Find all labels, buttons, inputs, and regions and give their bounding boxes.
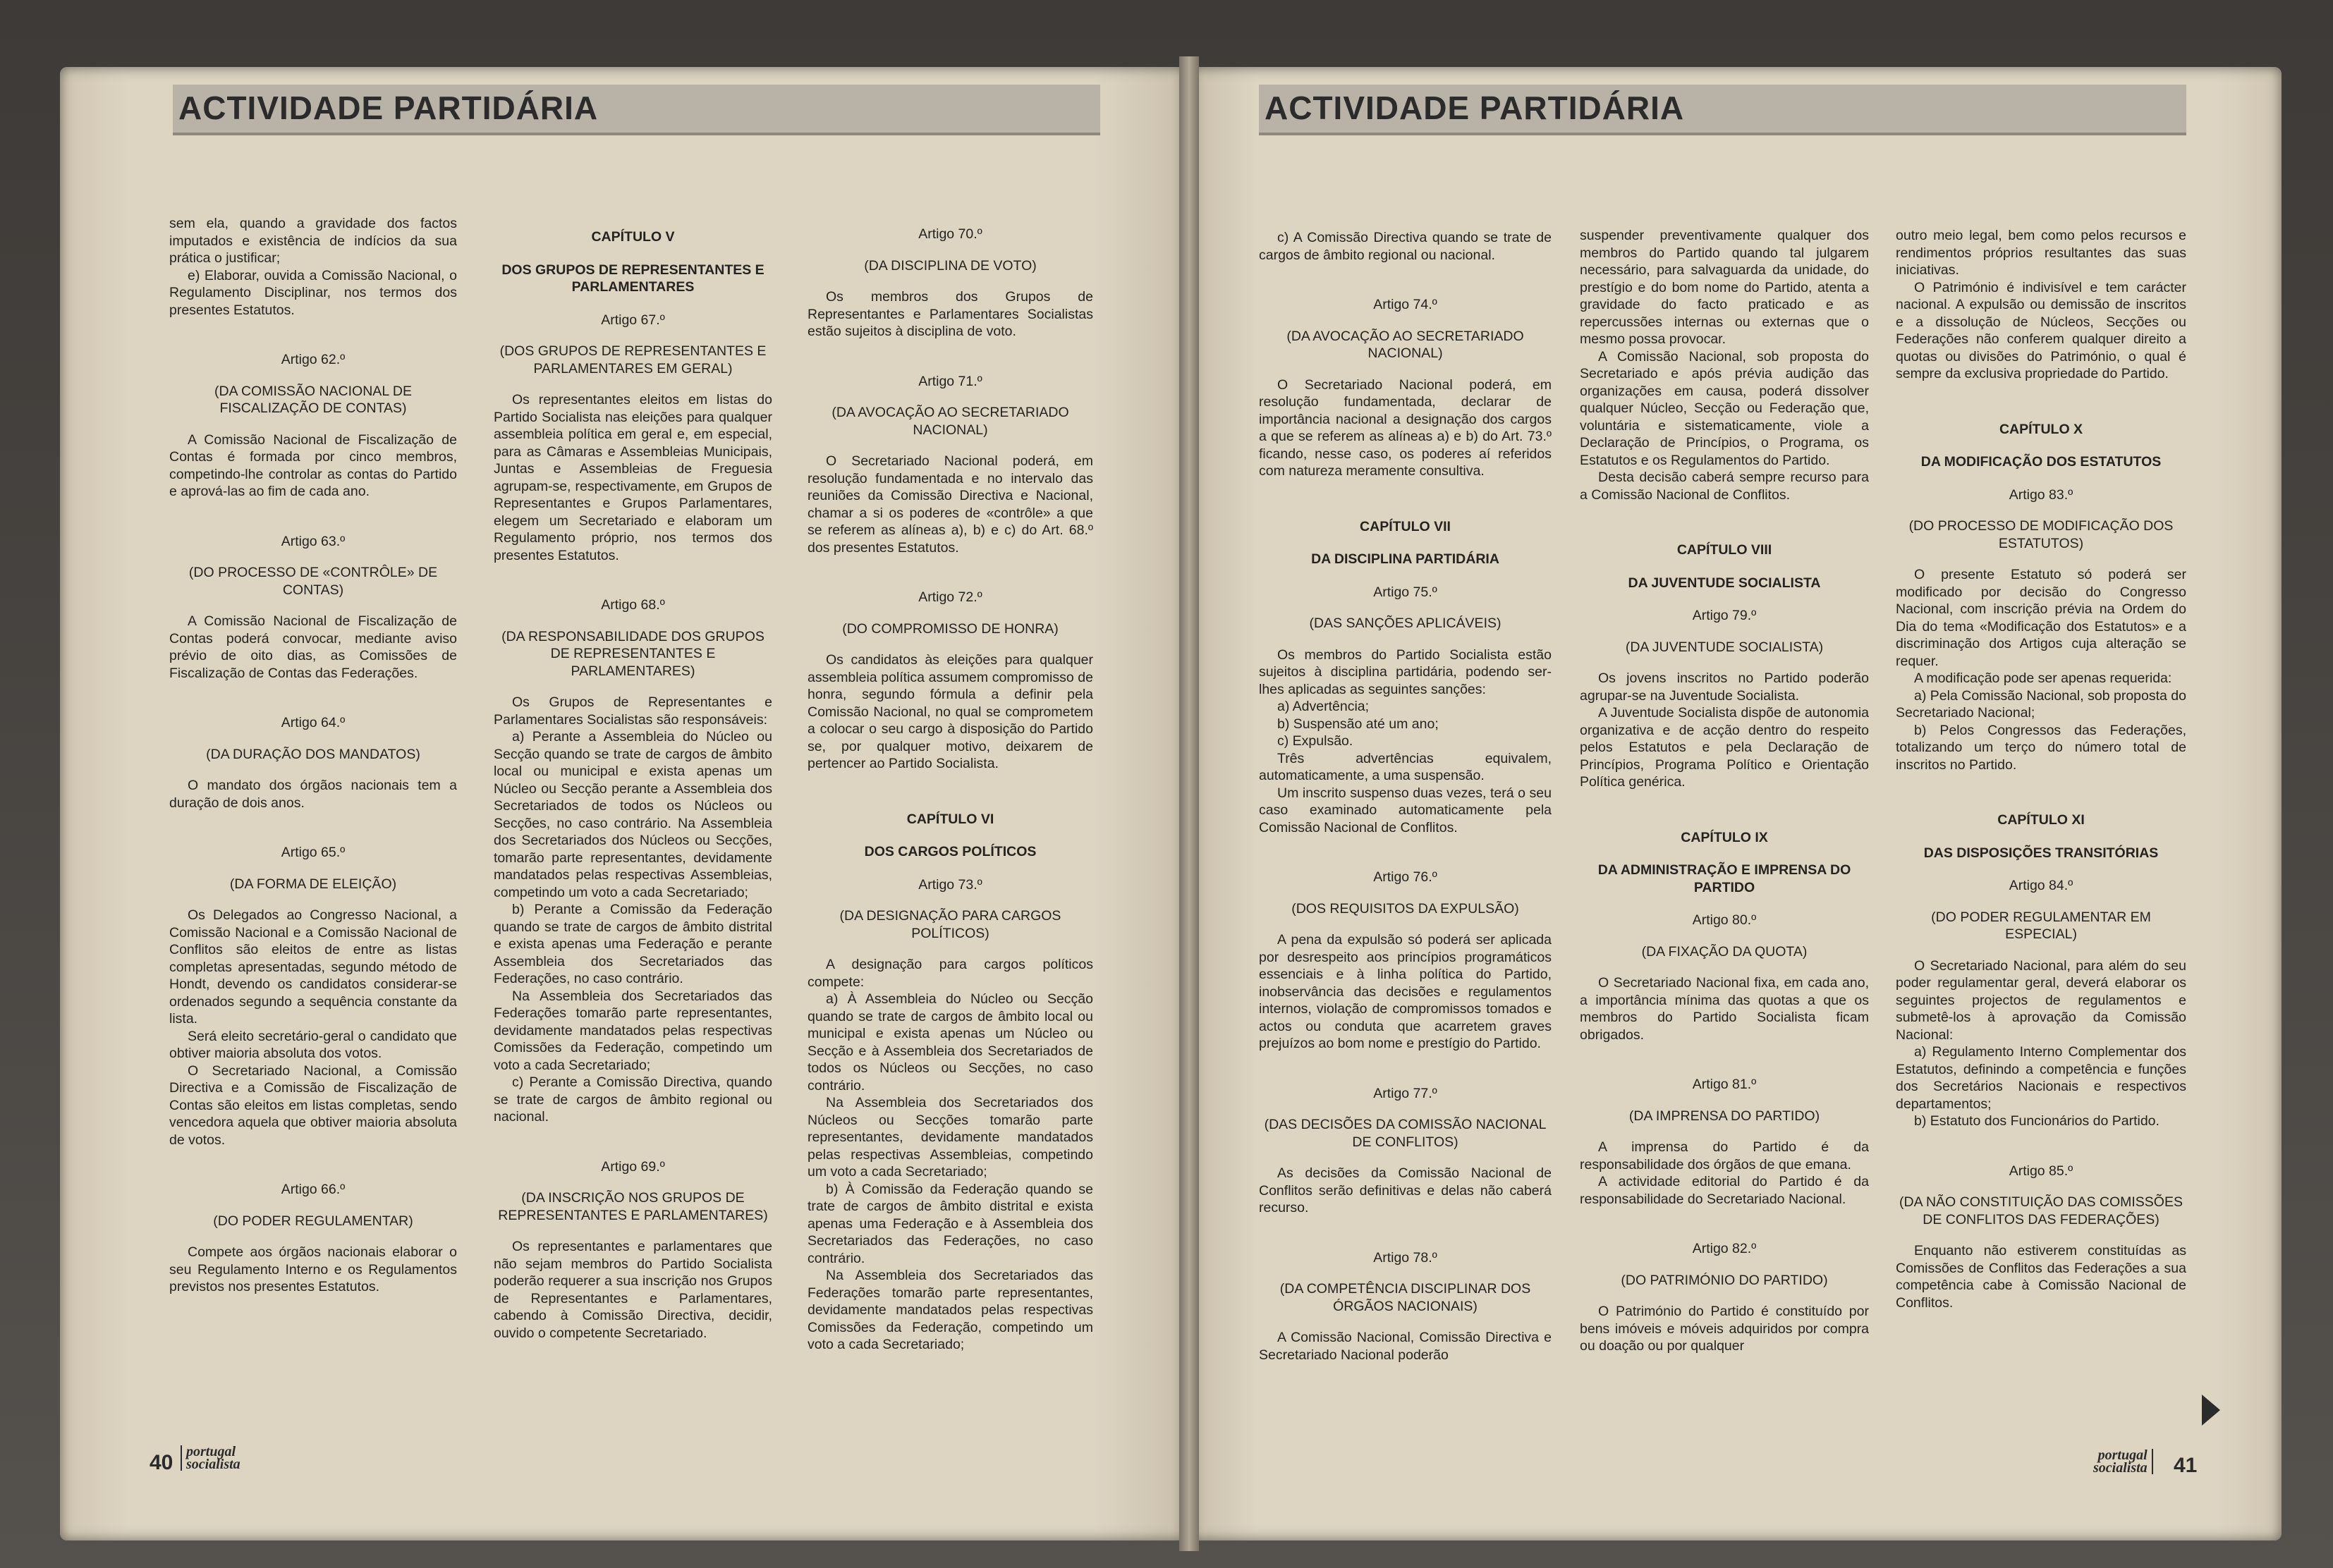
article-number: Artigo 68.º — [601, 597, 665, 613]
chapter-number: CAPÍTULO VII — [1360, 518, 1451, 534]
paragraph: b) Pelos Congressos das Federações, totalizando um terço do número total de inscritos no Partido. — [1896, 722, 2186, 773]
paragraph: sem ela, quando a gravidade dos factos imputados e existência de indícios da sua prática o justificar; — [169, 216, 457, 266]
article-number: Artigo 73.º — [918, 876, 982, 893]
article-number: Artigo 62.º — [281, 352, 346, 367]
paragraph: O Secretariado Nacional poderá, em resolução fundamentada e no intervalo das reuniões da Comissão Directiva e Nacional, chamar a si os poderes de «contrôle» a que se referem as alíneas a), b) e c) do Art. 68.º dos presentes Estatutos. — [808, 453, 1093, 556]
chapter-number: CAPÍTULO XI — [1997, 812, 2085, 828]
paragraph: b) Suspensão até um ano; — [1277, 716, 1439, 732]
article-heading: (DAS SANÇÕES APLICÁVEIS) — [1309, 615, 1501, 631]
article-heading: (DOS GRUPOS DE REPRESENTANTES E PARLAMENTARES EM GERAL) — [499, 343, 767, 376]
paragraph: a) Advertência; — [1277, 699, 1370, 714]
article-heading: (DA COMISSÃO NACIONAL DE FISCALIZAÇÃO DE CONTAS) — [214, 383, 412, 416]
chapter-title: DAS DISPOSIÇÕES TRANSITÓRIAS — [1923, 845, 2159, 861]
right-column-3 — [1896, 227, 2186, 1311]
paragraph: Um inscrito suspenso duas vezes, terá o seu caso examinado automaticamente pela Comissão Nacional de Conflitos. — [1259, 785, 1552, 835]
paragraph: Os membros do Partido Socialista estão sujeitos à disciplina partidária, podendo ser-lhes aplicadas as seguintes sanções: — [1259, 647, 1552, 697]
paragraph: O presente Estatuto só poderá ser modificado por decisão do Congresso Nacional, com inscrição prévia na Ordem do Dia do tema «Modificação dos Estatutos» e a discriminação dos Artigos cuja alteração se requer. — [1896, 567, 2186, 669]
paragraph: e) Elaborar, ouvida a Comissão Nacional, o Regulamento Disciplinar, nos termos dos presentes Estatutos. — [169, 267, 457, 318]
chapter-title: DA ADMINISTRAÇÃO E IMPRENSA DO PARTIDO — [1597, 862, 1851, 895]
logo-line-2: socialista — [2093, 1460, 2148, 1476]
article-heading: (DOS REQUISITOS DA EXPULSÃO) — [1291, 900, 1519, 917]
paragraph: O Secretariado Nacional, para além do seu poder regulamentar geral, deverá elaborar os seguintes projectos de regulamentos e submetê-los à aprovação da Comissão Nacional: — [1896, 957, 2186, 1043]
article-number: Artigo 80.º — [1692, 912, 1757, 928]
paragraph: a) Regulamento Interno Complementar dos Estatutos, definindo a competência e funções dos Secretários Nacionais e respectivos departamentos; — [1896, 1044, 2186, 1112]
paragraph: Os jovens inscritos no Partido poderão agrupar-se na Juventude Socialista. — [1580, 670, 1869, 704]
paragraph: c) Perante a Comissão Directiva, quando se trate de cargos de âmbito regional ou nacional. — [494, 1074, 772, 1125]
paragraph: Os Delegados ao Congresso Nacional, a Comissão Nacional e a Comissão Nacional de Conflitos são eleitos de entre as listas completas apresentadas, segundo método de Hondt, devendo os candidatos considerar-se ordenados segundo a sequência constante da lista. — [169, 907, 457, 1027]
paragraph: A Juventude Socialista dispõe de autonomia organizativa e de acção dentro do respeito pelos Estatutos e pela Declaração de Princípios, Programa Político e Orientação Política genérica. — [1580, 705, 1869, 790]
paragraph: Os Grupos de Representantes e Parlamentares Socialistas são responsáveis: — [494, 694, 772, 728]
article-heading: (DA RESPONSABILIDADE DOS GRUPOS DE REPRESENTANTES E PARLAMENTARES) — [501, 628, 765, 679]
article-number: Artigo 78.º — [1373, 1249, 1437, 1266]
paragraph: A actividade editorial do Partido é da responsabilidade do Secretariado Nacional. — [1580, 1174, 1869, 1207]
paragraph: A modificação pode ser apenas requerida: — [1914, 670, 2172, 686]
chapter-title: DOS GRUPOS DE REPRESENTANTES E PARLAMENTARES — [501, 262, 765, 295]
article-number: Artigo 67.º — [601, 312, 665, 328]
article-heading: (DA IMPRENSA DO PARTIDO) — [1628, 1108, 1820, 1124]
paragraph: Três advertências equivalem, automaticamente, a uma suspensão. — [1259, 750, 1552, 783]
left-column-1 — [169, 215, 457, 1296]
chapter-number: CAPÍTULO VIII — [1676, 542, 1772, 558]
article-heading: (DA FIXAÇÃO DA QUOTA) — [1641, 943, 1808, 960]
article-heading: (DA JUVENTUDE SOCIALISTA) — [1625, 639, 1824, 655]
article-number: Artigo 84.º — [2009, 878, 2073, 893]
paragraph: outro meio legal, bem como pelos recursos e rendimentos próprios resultantes das suas iniciativas. — [1896, 228, 2186, 278]
paragraph: Os representantes e parlamentares que não sejam membros do Partido Socialista poderão requerer a sua inscrição nos Grupos de Representantes e Parlamentares, cabendo à Comissão Directiva, decidir, ouvido o competente Secretariado. — [494, 1239, 772, 1341]
article-heading: (DA AVOCAÇÃO AO SECRETARIADO NACIONAL) — [832, 405, 1069, 438]
article-number: Artigo 70.º — [918, 226, 982, 242]
paragraph: Compete aos órgãos nacionais elaborar o seu Regulamento Interno e os Regulamentos previstos nos presentes Estatutos. — [169, 1244, 457, 1294]
article-number: Artigo 76.º — [1373, 869, 1437, 885]
paragraph: Os representantes eleitos em listas do Partido Socialista nas eleições para qualquer assembleia política em geral e, em especial, para as Câmaras e Assembleias Municipais, Juntas e Assembleias de Freguesia agrupam-se, respectivamente, em Grupos de Representantes e Grupos Parlamentares, elegem um Secretariado e elaboram um Regulamento próprio, nos termos dos presentes Estatutos. — [494, 392, 772, 563]
paragraph: A pena da expulsão só poderá ser aplicada por desrespeito aos princípios programáticos essenciais e à linha política do Partido, inobservância das decisões e regulamentos internos, violação de compromissos tomados e actos ou conduta que acarretem graves prejuízos ao bom nome e prestígio do Partido. — [1259, 932, 1552, 1051]
chapter-number: CAPÍTULO VI — [906, 811, 994, 827]
article-heading: (DA COMPETÊNCIA DISCIPLINAR DOS ÓRGÃOS NACIONAIS) — [1279, 1281, 1531, 1314]
right-header-bar — [1259, 85, 2186, 135]
continue-arrow-icon — [2202, 1395, 2220, 1426]
paragraph: Desta decisão caberá sempre recurso para a Comissão Nacional de Conflitos. — [1580, 470, 1869, 503]
left-header-title: ACTIVIDADE PARTIDÁRIA — [178, 90, 599, 126]
article-heading: (DA DURAÇÃO DOS MANDATOS) — [206, 746, 420, 762]
article-heading: (DO PODER REGULAMENTAR) — [213, 1213, 413, 1229]
paragraph: Será eleito secretário-geral o candidato que obtiver maioria absoluta dos votos. — [169, 1028, 457, 1061]
logo-line-1: portugal — [2097, 1447, 2148, 1463]
logo-line-2: socialista — [186, 1457, 240, 1472]
article-number: Artigo 79.º — [1692, 608, 1757, 623]
paragraph: O mandato dos órgãos nacionais tem a duração de dois anos. — [169, 778, 457, 811]
article-number: Artigo 63.º — [281, 533, 346, 549]
article-number: Artigo 75.º — [1373, 584, 1437, 600]
right-page-number: 41 — [2174, 1454, 2198, 1477]
article-number: Artigo 83.º — [2009, 486, 2073, 503]
paragraph: Na Assembleia dos Secretariados das Federações tomarão parte representantes, devidamente mandatados pelas respectivas Comissões da Federação, competindo um voto a cada Secretariado; — [494, 988, 772, 1073]
chapter-number: CAPÍTULO IX — [1681, 829, 1768, 845]
chapter-number: CAPÍTULO V — [591, 229, 675, 245]
paragraph: As decisões da Comissão Nacional de Conflitos serão definitivas e delas não caberá recurso. — [1259, 1165, 1552, 1215]
article-number: Artigo 74.º — [1373, 297, 1437, 312]
article-number: Artigo 69.º — [601, 1158, 665, 1175]
paragraph: A Comissão Nacional, Comissão Directiva e Secretariado Nacional poderão — [1259, 1330, 1552, 1363]
spine — [1179, 56, 1199, 1551]
article-heading: (DA INSCRIÇÃO NOS GRUPOS DE REPRESENTANTES E PARLAMENTARES) — [498, 1190, 768, 1223]
logo-line-1: portugal — [186, 1444, 236, 1459]
paragraph: Os candidatos às eleições para qualquer assembleia política assumem compromisso de honra, segundo fórmula a definir pela Comissão Nacional, no qual se comprometem a colocar o seu cargo à disposição do Partido se, por qualquer motivo, deixarem de pertencer ao Partido Socialista. — [808, 652, 1093, 771]
paragraph: O Secretariado Nacional fixa, em cada ano, a importância mínima das quotas a que os membros do Partido Socialista ficam obrigados. — [1580, 975, 1869, 1043]
paragraph: O Património do Partido é constituído por bens imóveis e móveis adquiridos por compra ou doação ou por qualquer — [1580, 1304, 1869, 1354]
paragraph: A Comissão Nacional, sob proposta do Secretariado e após prévia audição das organizações em causa, poderá dissolver qualquer Núcleo, Secção ou Federação que, voluntária e sistematicamente, viole a Declaração de Princípios, o Programa, os Estatutos e os Regulamentos do Partido. — [1580, 348, 1869, 468]
chapter-title: DOS CARGOS POLÍTICOS — [864, 844, 1037, 859]
paragraph: b) À Comissão da Federação quando se trate de cargos de âmbito distrital e exista apenas uma Federação e à Assembleia dos Secretariados das Federações, no caso contrário. — [808, 1181, 1093, 1266]
chapter-number: CAPÍTULO X — [1999, 421, 2083, 437]
article-number: Artigo 66.º — [281, 1182, 346, 1197]
article-number: Artigo 82.º — [1692, 1241, 1757, 1256]
article-number: Artigo 65.º — [281, 845, 346, 860]
paragraph: suspender preventivamente qualquer dos membros do Partido quando tal julgarem necessário, para salvaguarda da unidade, do prestígio e do bom nome do Partido, atenta a gravidade do facto praticado e as repercussões internas ou externas que o mesmo possa provocar. — [1580, 228, 1869, 347]
paragraph: Na Assembleia dos Secretariados das Federações tomarão parte representantes, devidamente mandatados pelas respectivas Comissões da Federação, competindo um voto a cada Secretariado; — [808, 1268, 1093, 1352]
article-number: Artigo 71.º — [918, 373, 982, 389]
article-heading: (DO COMPROMISSO DE HONRA) — [842, 620, 1059, 637]
article-heading: (DAS DECISÕES DA COMISSÃO NACIONAL DE CONFLITOS) — [1264, 1117, 1547, 1150]
article-heading: (DO PROCESSO DE MODIFICAÇÃO DOS ESTATUTOS) — [1908, 518, 2174, 551]
article-number: Artigo 81.º — [1692, 1077, 1757, 1092]
right-footer-logo — [2093, 1449, 2153, 1474]
chapter-title: DA DISCIPLINA PARTIDÁRIA — [1311, 551, 1499, 567]
article-heading: (DA AVOCAÇÃO AO SECRETARIADO NACIONAL) — [1286, 328, 1524, 361]
paragraph: A Comissão Nacional de Fiscalização de Contas é formada por cinco membros, competindo-lhe controlar as contas do Partido e aprová-las ao fim de cada ano. — [169, 431, 457, 499]
paragraph: a) À Assembleia do Núcleo ou Secção quando se trate de cargos de âmbito local ou municipal e exista apenas um Núcleo ou Secção e à Assembleia dos Secretariados de todos os Núcleos ou Secções, no caso contrário. — [808, 991, 1093, 1094]
paragraph: O Secretariado Nacional poderá, em resolução fundamentada, declarar de importância nacional a designação dos cargos a que se referem as alíneas a) e b) do Art. 73.º ficando, nesse caso, os poderes aí referidos com natureza meramente consultiva. — [1259, 376, 1552, 479]
article-number: Artigo 64.º — [281, 715, 346, 730]
left-column-2 — [494, 226, 772, 1342]
paragraph: c) A Comissão Directiva quando se trate de cargos de âmbito regional ou nacional. — [1259, 230, 1552, 263]
chapter-title: DA JUVENTUDE SOCIALISTA — [1628, 575, 1821, 591]
paragraph: A Comissão Nacional de Fiscalização de Contas poderá convocar, mediante aviso prévio de oito dias, as Comissões de Fiscalização de Contas das Federações. — [169, 613, 457, 681]
article-heading: (DO PODER REGULAMENTAR EM ESPECIAL) — [1931, 909, 2151, 942]
paragraph: A imprensa do Partido é da responsabilidade dos órgãos de que emana. — [1580, 1139, 1869, 1172]
article-heading: (DA NÃO CONSTITUIÇÃO DAS COMISSÕES DE CONFLITOS DAS FEDERAÇÕES) — [1899, 1194, 2183, 1227]
article-heading: (DO PATRIMÓNIO DO PARTIDO) — [1621, 1272, 1828, 1288]
left-page-number: 40 — [150, 1451, 173, 1474]
paragraph: a) Perante a Assembleia do Núcleo ou Secção quando se trate de cargos de âmbito local ou municipal e exista apenas um Núcleo ou Secção perante a Assembleia dos Secretariados de todos os Núcleos ou Secções, no caso contrário. Na Assembleia dos Secretariados dos Núcleos ou Secções, tomarão parte representantes, devidamente mandatados pelas respectivas Assembleias, competindo um voto a cada Secretariado; — [494, 729, 772, 900]
left-header-bar — [173, 85, 1100, 135]
article-number: Artigo 77.º — [1373, 1085, 1437, 1101]
article-number: Artigo 85.º — [2009, 1163, 2073, 1179]
paragraph: O Património é indivisível e tem carácter nacional. A expulsão ou demissão de inscritos e a dissolução de Núcleos, Secções ou Federações não conferem qualquer direito a quotas ou divisões do Património, o qual é sempre da exclusiva propriedade do Partido. — [1896, 279, 2186, 381]
left-column-3 — [808, 226, 1093, 1354]
article-heading: (DA DESIGNAÇÃO PARA CARGOS POLÍTICOS) — [839, 908, 1061, 941]
chapter-title: DA MODIFICAÇÃO DOS ESTATUTOS — [1920, 454, 2162, 470]
left-footer-logo — [181, 1445, 240, 1471]
right-header-title: ACTIVIDADE PARTIDÁRIA — [1265, 90, 1685, 126]
article-heading: (DO PROCESSO DE «CONTRÔLE» DE CONTAS) — [188, 565, 438, 598]
paragraph: Enquanto não estiverem constituídas as Comissões de Conflitos das Federações a sua competência cabe à Comissão Nacional de Conflitos. — [1896, 1243, 2186, 1311]
article-heading: (DA FORMA DE ELEIÇÃO) — [229, 876, 397, 892]
paragraph: b) Perante a Comissão da Federação quando se trate de cargos de âmbito distrital e exista apenas uma Federação e perante Assembleia dos Secretariados das Federações, no caso contrário. — [494, 902, 772, 986]
article-heading: (DA DISCIPLINA DE VOTO) — [864, 257, 1037, 274]
right-column-1 — [1259, 229, 1552, 1364]
article-number: Artigo 72.º — [918, 589, 982, 605]
paragraph: Os membros dos Grupos de Representantes e Parlamentares Socialistas estão sujeitos à disciplina de voto. — [808, 289, 1093, 339]
right-column-2 — [1580, 227, 1869, 1355]
paragraph: b) Estatuto dos Funcionários do Partido. — [1914, 1113, 2160, 1129]
paragraph: Na Assembleia dos Secretariados dos Núcleos ou Secções tomarão parte representantes, devidamente mandatados pelas respectivas Assembleias, competindo um voto a cada Secretariado; — [808, 1095, 1093, 1180]
paragraph: c) Expulsão. — [1277, 733, 1353, 749]
paragraph: a) Pela Comissão Nacional, sob proposta do Secretariado Nacional; — [1896, 687, 2186, 721]
paragraph: O Secretariado Nacional, a Comissão Directiva e a Comissão de Fiscalização de Contas são eleitos em listas completas, sendo vencedora aquela que obtiver maioria absoluta de votos. — [169, 1062, 457, 1148]
paragraph: A designação para cargos políticos compete: — [808, 957, 1093, 990]
